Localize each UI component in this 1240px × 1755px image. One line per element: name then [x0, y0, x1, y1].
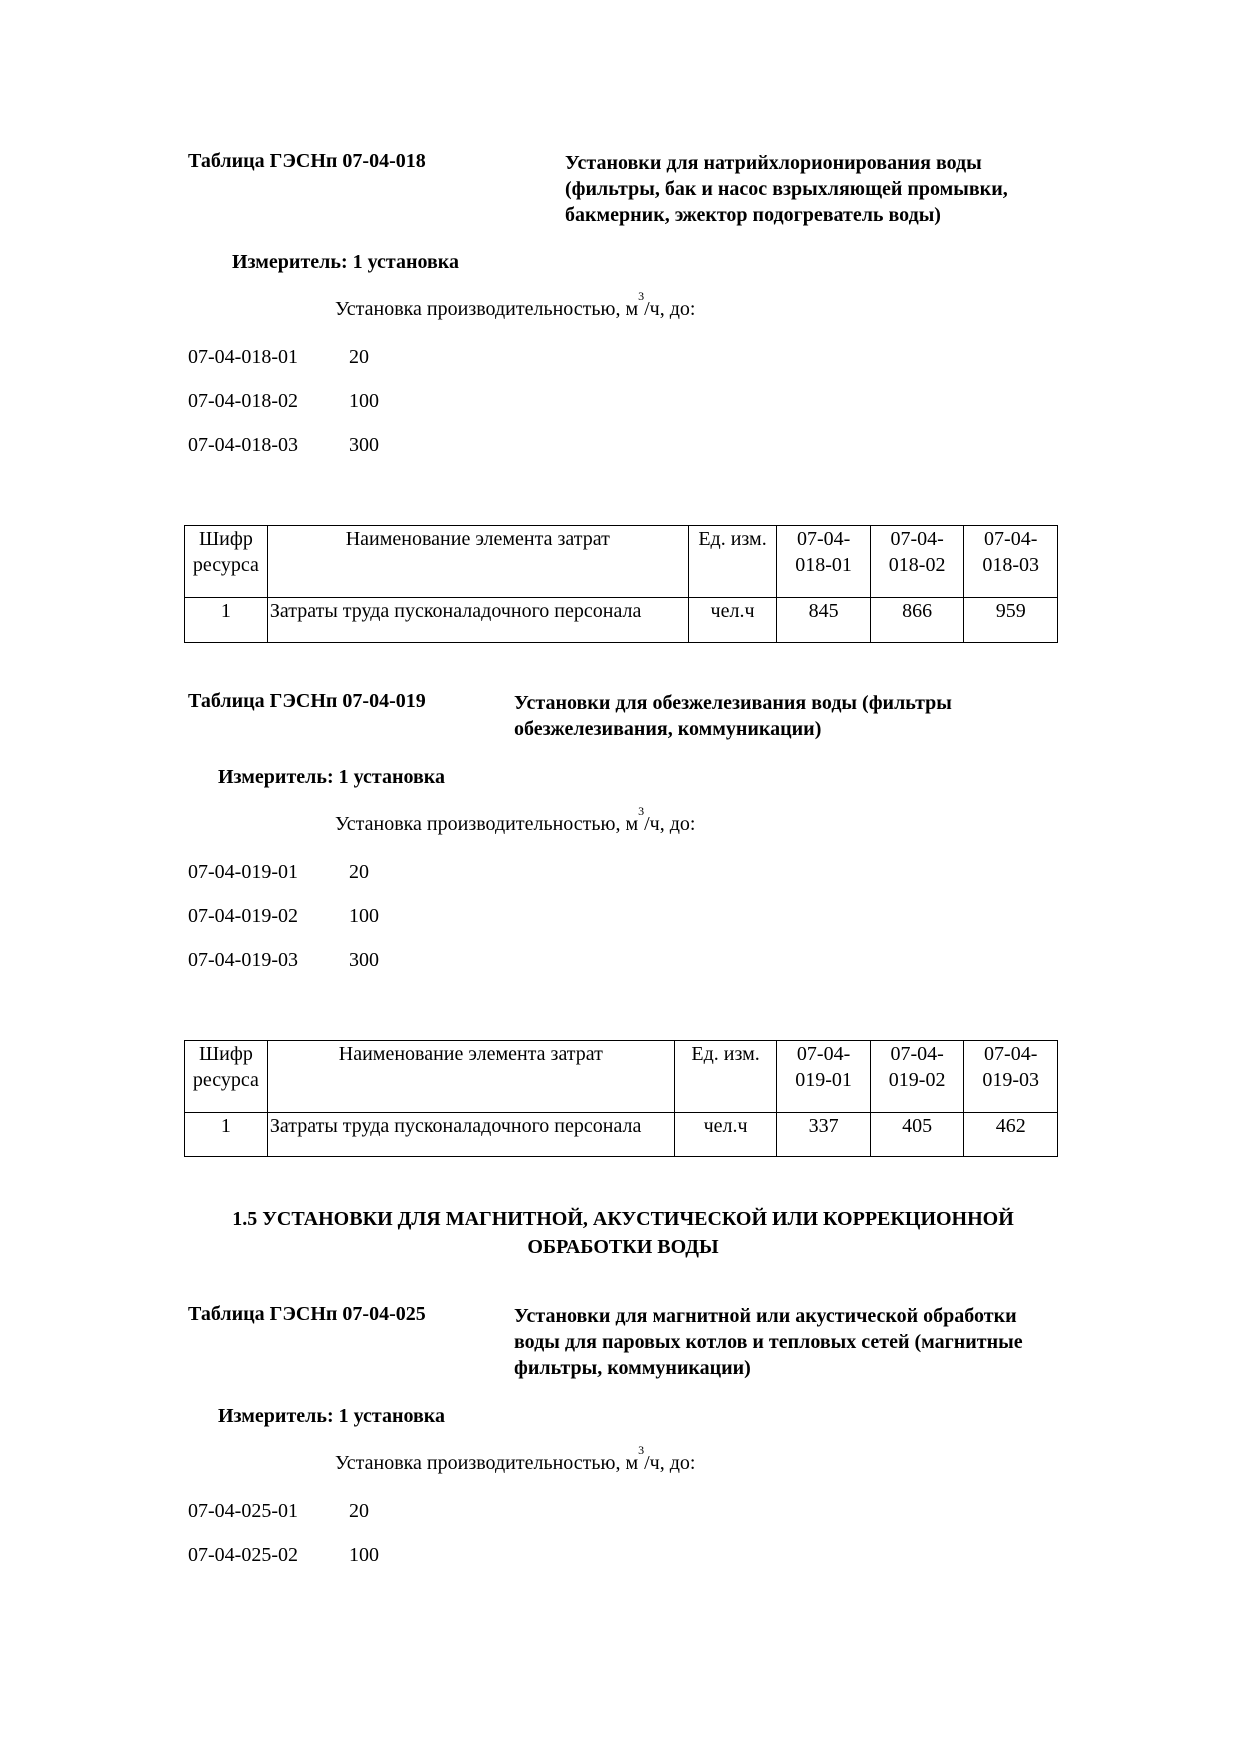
table-label: Таблица ГЭСНп 07-04-025 — [188, 1303, 426, 1325]
row-value: 337 — [777, 1113, 871, 1157]
title-line: обезжелезивания, коммуникации) — [514, 718, 822, 740]
table-title — [514, 690, 1074, 742]
item-value: 100 — [349, 905, 379, 927]
section-heading-line: 1.5 УСТАНОВКИ ДЛЯ МАГНИТНОЙ, АКУСТИЧЕСКОЙ ИЛИ КОРРЕКЦИОННОЙ — [232, 1208, 1014, 1230]
header-name: Наименование элемента затрат — [267, 526, 688, 598]
item-code: 07-04-018-02 — [188, 390, 298, 412]
perf-superscript: 3 — [638, 804, 645, 818]
meter: Измеритель: 1 установка — [218, 1405, 445, 1427]
item-code: 07-04-019-03 — [188, 949, 298, 971]
title-line: (фильтры, бак и насос взрыхляющей промывки, — [565, 178, 1008, 200]
perf-superscript: 3 — [638, 289, 645, 303]
item-value: 300 — [349, 949, 379, 971]
perf-superscript: 3 — [638, 1443, 645, 1457]
item-code: 07-04-025-02 — [188, 1544, 298, 1566]
perf-text: Установка производительностью, м — [335, 813, 639, 835]
row-name: Затраты труда пусконаладочного персонала — [267, 1113, 674, 1157]
performance-label — [335, 289, 696, 321]
perf-suffix: /ч, до: — [644, 813, 696, 835]
header-col: 07-04- 019-03 — [964, 1041, 1058, 1113]
meter: Измеритель: 1 установка — [218, 766, 445, 788]
item-value: 20 — [349, 1500, 369, 1522]
perf-text: Установка производительностью, м — [335, 1452, 639, 1474]
header-col: 07-04- 018-03 — [964, 526, 1058, 598]
table-row — [185, 1113, 1058, 1157]
row-value: 866 — [870, 598, 964, 643]
performance-label — [335, 804, 696, 836]
perf-text: Установка производительностью, м — [335, 298, 639, 320]
title-line: Установки для магнитной или акустической обработки — [514, 1305, 1017, 1327]
perf-suffix: /ч, до: — [644, 298, 696, 320]
table-title — [565, 150, 1085, 228]
section-heading-line: ОБРАБОТКИ ВОДЫ — [527, 1236, 719, 1258]
row-value: 462 — [964, 1113, 1058, 1157]
table-row — [185, 598, 1058, 643]
table-title — [514, 1303, 1074, 1381]
item-value: 100 — [349, 1544, 379, 1566]
header-unit: Ед. изм. — [674, 1041, 777, 1113]
table-label: Таблица ГЭСНп 07-04-019 — [188, 690, 426, 712]
item-code: 07-04-025-01 — [188, 1500, 298, 1522]
meter: Измеритель: 1 установка — [232, 251, 459, 273]
row-code: 1 — [185, 598, 268, 643]
header-unit: Ед. изм. — [688, 526, 777, 598]
resource-table — [184, 525, 1058, 643]
header-col: 07-04- 019-01 — [777, 1041, 871, 1113]
title-line: воды для паровых котлов и тепловых сетей (магнитные — [514, 1331, 1023, 1353]
item-code: 07-04-019-02 — [188, 905, 298, 927]
header-code: Шифр ресурса — [185, 526, 268, 598]
row-value: 845 — [777, 598, 871, 643]
title-line: Установки для обезжелезивания воды (фильтры — [514, 692, 952, 714]
item-value: 20 — [349, 346, 369, 368]
item-code: 07-04-018-03 — [188, 434, 298, 456]
row-value: 959 — [964, 598, 1058, 643]
section-heading — [188, 1205, 1058, 1261]
title-line: бакмерник, эжектор подогреватель воды) — [565, 204, 941, 226]
header-col: 07-04- 018-02 — [870, 526, 964, 598]
item-code: 07-04-018-01 — [188, 346, 298, 368]
table-header-row — [185, 526, 1058, 598]
row-code: 1 — [185, 1113, 268, 1157]
resource-table — [184, 1040, 1058, 1157]
performance-label — [335, 1443, 696, 1475]
item-value: 20 — [349, 861, 369, 883]
header-name: Наименование элемента затрат — [267, 1041, 674, 1113]
title-line: Установки для натрийхлорионирования воды — [565, 152, 982, 174]
header-col: 07-04- 019-02 — [870, 1041, 964, 1113]
item-code: 07-04-019-01 — [188, 861, 298, 883]
item-value: 100 — [349, 390, 379, 412]
table-header-row — [185, 1041, 1058, 1113]
header-col: 07-04- 018-01 — [777, 526, 871, 598]
row-name: Затраты труда пусконаладочного персонала — [267, 598, 688, 643]
header-code: Шифр ресурса — [185, 1041, 268, 1113]
row-unit: чел.ч — [674, 1113, 777, 1157]
title-line: фильтры, коммуникации) — [514, 1357, 751, 1379]
row-value: 405 — [870, 1113, 964, 1157]
item-value: 300 — [349, 434, 379, 456]
perf-suffix: /ч, до: — [644, 1452, 696, 1474]
table-label: Таблица ГЭСНп 07-04-018 — [188, 150, 426, 172]
row-unit: чел.ч — [688, 598, 777, 643]
